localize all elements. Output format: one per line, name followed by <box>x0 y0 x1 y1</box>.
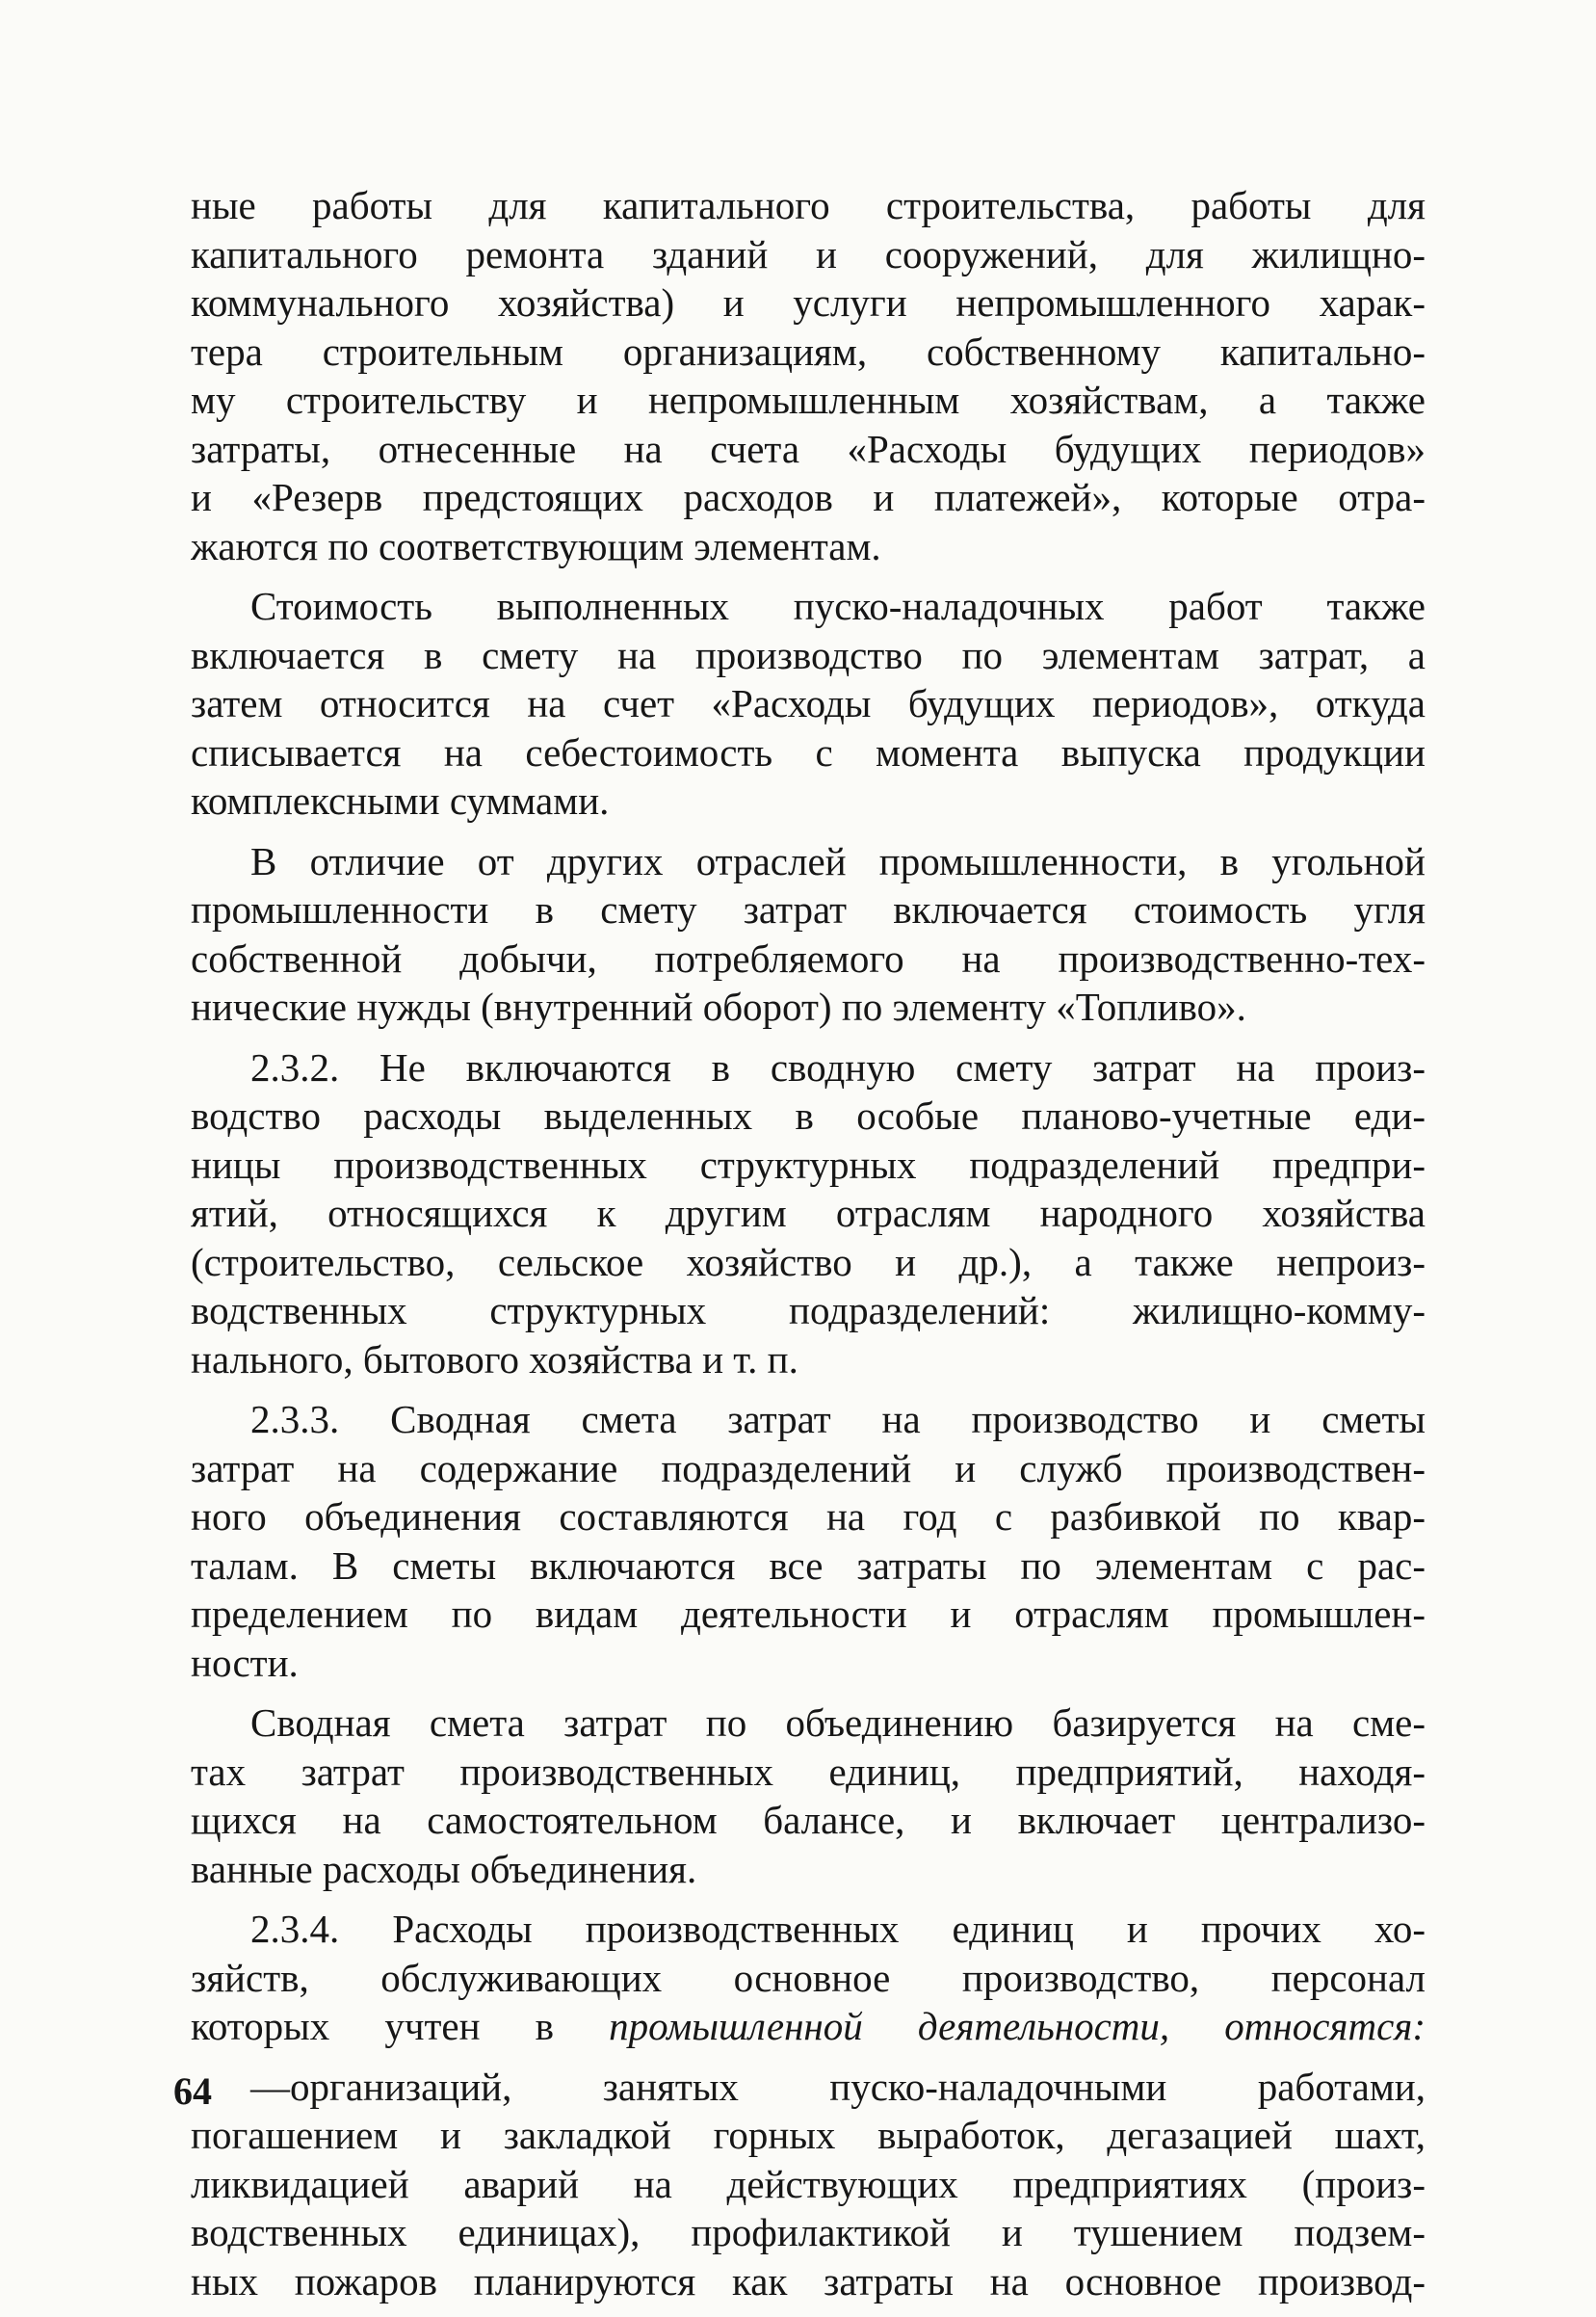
text-line: ных пожаров планируются как затраты на основное производ- <box>191 2258 1426 2304</box>
text-line: В отличие от других отраслей промышленности, в угольной <box>250 838 1426 883</box>
text-line: —организаций, занятых пуско-наладочными работами, <box>250 2064 1426 2109</box>
paragraph-1 <box>191 181 1426 570</box>
text-line: затраты, отнесенные на счета «Расходы будущих периодов» <box>191 426 1426 471</box>
text-line: коммунального хозяйства) и услуги непромышленного харак- <box>191 280 1426 325</box>
text-line: нального, бытового хозяйства и т. п. <box>191 1336 798 1382</box>
text-line: ности. <box>191 1640 299 1685</box>
text-line: 2.3.3. Сводная смета затрат на производство и сметы <box>250 1397 1426 1441</box>
text-line: щихся на самостоятельном балансе, и включает централизо- <box>191 1798 1426 1842</box>
text-line: зяйств, обслуживающих основное производство, персонал <box>191 1955 1426 2000</box>
paragraph-2 <box>191 582 1426 826</box>
text-line: жаются по соответствующим элементам. <box>191 523 881 568</box>
paragraph-3 <box>191 837 1426 1032</box>
text-line: ницы производственных структурных подразделений предпри- <box>191 1142 1426 1187</box>
text-line: промышленности в смету затрат включается стоимость угля <box>191 887 1426 932</box>
text-line: водство расходы выделенных в особые планово-учетные еди- <box>191 1093 1426 1138</box>
text-line: ванные расходы объединения. <box>191 1846 697 1891</box>
text-line: включается в смету на производство по элементам затрат, а <box>191 632 1426 677</box>
text-line: и «Резерв предстоящих расходов и платежей», которые отра- <box>191 475 1426 519</box>
text-line: погашением и закладкой горных выработок, дегазацией шахт, <box>191 2113 1426 2157</box>
text-line: комплексными суммами. <box>191 778 610 823</box>
text-line: тера строительным организациям, собственному капитально- <box>191 329 1426 374</box>
text-line: ного объединения составляются на год с разбивкой по квар- <box>191 1494 1426 1539</box>
paragraph-list-item <box>191 2063 1426 2306</box>
text-line: ятий, относящихся к другим отраслям народного хозяйства <box>191 1191 1426 1235</box>
text-line: Сводная смета затрат по объединению базируется на сме- <box>250 1700 1426 1745</box>
text-line: (строительство, сельское хозяйство и др.), а также непроиз- <box>191 1239 1426 1284</box>
text-line: пределением по видам деятельности и отраслям промышлен- <box>191 1592 1426 1636</box>
text-italic: промышленной деятельности, относятся: <box>609 2004 1426 2048</box>
text-line: ные работы для капитального строительства, работы для <box>191 183 1426 227</box>
paragraph-2-3-2 <box>191 1043 1426 1384</box>
text-line <box>191 2002 1426 2051</box>
text-line: затем относится на счет «Расходы будущих периодов», откуда <box>191 681 1426 725</box>
text-line: нические нужды (внутренний оборот) по элементу «Топливо». <box>191 985 1246 1029</box>
text-line: му строительству и непромышленным хозяйствам, а также <box>191 378 1426 422</box>
page-number: 64 <box>173 2069 212 2113</box>
page-body <box>191 181 1426 2317</box>
text-line: затрат на содержание подразделений и служб производствен- <box>191 1445 1426 1490</box>
paragraph-2-3-4 <box>191 1905 1426 2051</box>
text-line: Стоимость выполненных пуско-наладочных работ также <box>250 584 1426 628</box>
text-line: тах затрат производственных единиц, предприятий, находя- <box>191 1749 1426 1794</box>
paragraph-6 <box>191 1698 1426 1893</box>
text-line: водственных единицах), профилактикой и тушением подзем- <box>191 2210 1426 2254</box>
text-line: списывается на себестоимость с момента выпуска продукции <box>191 729 1426 775</box>
text-line: водственных структурных подразделений: жилищно-комму- <box>191 1288 1426 1332</box>
paragraph-2-3-3 <box>191 1395 1426 1687</box>
text-line: капитального ремонта зданий и сооружений, для жилищно- <box>191 231 1426 276</box>
text-line: 2.3.4. Расходы производственных единиц и прочих хо- <box>250 1907 1426 1951</box>
text-line: собственной добычи, потребляемого на производственно-тех- <box>191 935 1426 981</box>
text-line: ликвидацией аварий на действующих предприятиях (произ- <box>191 2161 1426 2206</box>
text-line: 2.3.2. Не включаются в сводную смету затрат на произ- <box>250 1044 1426 1090</box>
text-line: талам. В сметы включаются все затраты по элементам с рас- <box>191 1542 1426 1588</box>
text-plain: которых учтен в <box>191 2004 610 2048</box>
